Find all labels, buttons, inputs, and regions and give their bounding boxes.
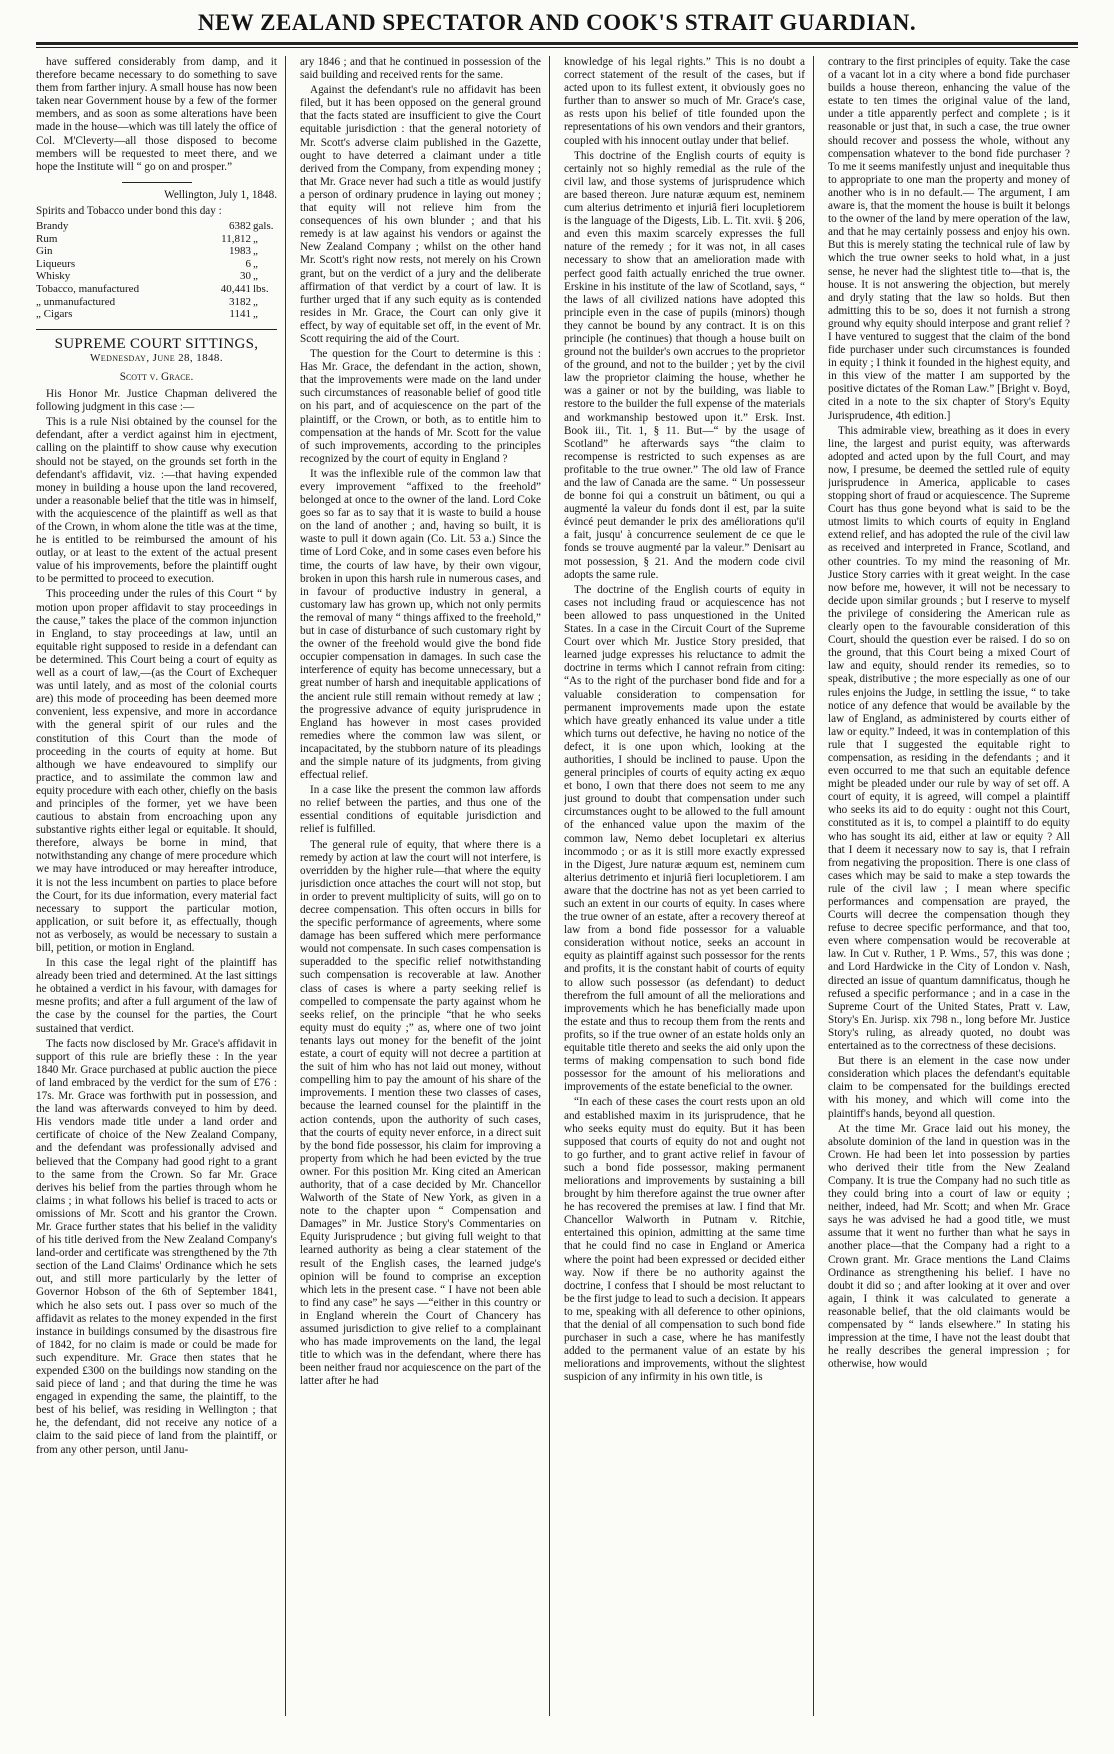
table-row: [36, 308, 277, 321]
paragraph: But there is an element in the case now under consideration which places the defendant's equitable claim to be compensated for the buildings erected with his money, and which will come into the plaintiff's hands, beyond all question.: [828, 1055, 1070, 1120]
paragraph: This admirable view, breathing as it does in every line, the largest and purist equity, was afterwards adopted and acted upon by the full Court, and may now, I presume, be deemed the settled rule of equity jurisprudence in America, applicable to cases stopping short of fraud or acquiescence. The Supreme Court has thus gone beyond what is said to be the utmost limits to which courts of equity in England extend relief, and has adopted the rule of the civil law as received and interpreted in France, Scotland, and other countries. To my mind the reasoning of Mr. Justice Story carries with it great weight. In the case now before me, however, it will not be necessary to decide upon similar grounds ; but I reserve to myself the privilege of considering the American rule as clearly open to the favourable consideration of this Court, should the question ever be raised. I do so on the ground, that this Court being a mixed Court of law and equity, should render its remedies, so to speak, distributive ; the more especially as one of our rules enjoins the Judge, in settling the issue, “ to take notice of any defence that would be available by the law of England, as administered by courts either of law or equity.” Indeed, it was in contemplation of this rule that I suggested the equitable right to compensation, as residing in the defendants ; and it even occurred to me that such an equitable defence might be pleaded under our rule by way of set off. A court of equity, it is agreed, will compel a plaintiff who seeks its aid to do equity : ought not this Court, constituted as it is, to compel a plaintiff to do equity who has sought its aid, either at law or equity ? All that I deem it necessary now to say is, that I refrain from negativing the proposition. There is one class of cases which may be said to make a step towards the rule of the civil law ; I mean where specific performances and compensation are prayed, the Courts will decree the compensation though they refuse to decree specific performance, and that too, even where compensation would be recoverable at law. In Cut v. Ruther, 1 P. Wms., 57, this was done ; and Lord Hardwicke in the City of London v. Nash, directed an issue of quantum damnificatus, though he refused a specific performance ; and in a case in the Supreme Court of the United States, Pratt v. Law, Story's En. Jurisp. xix 798 n., long before Mr. Justice Story's ruling, as already quoted, no doubt was entertained as to the correctness of these decisions.: [828, 424, 1070, 1053]
column-3: [564, 56, 814, 1716]
paragraph: In a case like the present the common law affords no relief between the parties, and thus one of the essential conditions of equitable jurisdiction and relief is fulfilled.: [300, 784, 541, 836]
table-row: [36, 296, 277, 309]
section-date: Wednesday, June 28, 1848.: [90, 351, 223, 364]
table-row: [36, 233, 277, 246]
table-cell-unit: „: [253, 270, 258, 283]
table-cell-unit: „: [253, 232, 258, 245]
paragraph: Against the defendant's rule no affidavit has been filed, but it has been opposed on the general ground that the facts stated are insufficient to give the Court equitable jurisdiction : that the general notoriety of Mr. Scott's adverse claim published in the Gazette, ought to have deterred a claimant under a title derived from the Company, from expending money ; that Mr. Grace never had such a title as would justify a person of ordinary prudence in laying out money ; that equity will not relieve him from the consequences of his own blunder ; and that his remedy is at law against his vendors or against the New Zealand Company ; whilst on the other hand Mr. Scott's right now rests, not merely on his Crown grant, but on the verdict of a jury and the deliberate affirmation of that verdict by a court of law. It is further urged that if any such equity as is contended resides in Mr. Grace, the Court can only give it effect, by way of equitable set off, in the event of Mr. Scott requiring the aid of the Court.: [300, 84, 541, 345]
paragraph: This is a rule Nisi obtained by the counsel for the defendant, after a verdict against him in ejectment, calling on the plaintiff to show cause why execution should not be stayed, on the grounds set forth in the defendant's affidavit, viz. :—that having expended money in building a house upon the land recovered, under a reasonable belief that the title was in himself, with the acquiescence of the plaintiff as well as that of the Crown, in whom alone the title was at the time, he is entitled to be reimbursed the amount of his outlay, or at least to the extent of the actual present value of his improvements, before the plaintiff ought to be permitted to proceed to execution.: [36, 416, 277, 586]
table-cell-item: Tobacco, manufactured: [36, 283, 140, 295]
masthead-rule: [36, 42, 1078, 45]
dateline: Wellington, July 1, 1848.: [164, 188, 277, 201]
paragraph: ary 1846 ; and that he continued in possession of the said building and received rents for the same.: [300, 56, 541, 82]
paragraph: His Honor Mr. Justice Chapman delivered the following judgment in this case :—: [36, 388, 277, 414]
section-heading: SUPREME COURT SITTINGS,: [54, 335, 259, 352]
table-cell-item: „ Cigars: [36, 308, 73, 321]
column-2: [300, 56, 550, 1716]
paragraph: The doctrine of the English courts of equity in cases not including fraud or acquiescence has not been allowed to pass unquestioned in the United States. In a case in the Circuit Court of the Supreme Court over which Mr. Justice Story presided, that learned judge expresses his reluctance to admit the doctrine in terms which I cannot refrain from citing: “As to the right of the purchaser bond fide and for a valuable consideration to compensation for permanent improvements made upon the estate which have greatly enhanced its value under a title which turns out defective, he having no notice of the defect, it is one upon which, looking at the authorities, I should be inclined to pause. Upon the general principles of courts of equity acting ex æquo et bono, I own that there does not seem to me any just ground to doubt that compensation under such circumstances ought to be allowed to the full amount of the enhanced value upon the maxim of the common law, Nemo debet locupletari ex alterius incommodo ; or as it is still more exactly expressed in the Digest, Jure naturæ æquum est, neminem cum alterius detrimento et injuriâ fieri locupletiorem. I am aware that the doctrine has not as yet been carried to such an extent in our courts of equity. In cases where the true owner of an estate, after a recovery thereof at law from a bond fide possessor for a valuable consideration without notice, seeks an account in equity as plaintiff against such possessor for the rents and profits, it is the constant habit of courts of equity to allow such possessor (as defendant) to deduct therefrom the full amount of all the meliorations and improvements which he has beneficially made upon the estate and thus to recoup them from the rents and profits, so if the true owner of an estate holds only an equitable title thereto and seeks the aid only upon the terms of making compensation to such bond fide possessor for the amount of his meliorations and improvements of the estate beneficial to the owner.: [564, 583, 805, 1094]
paragraph: “In each of these cases the court rests upon an old and established maxim in its jurisprudence, that he who seeks equity must do equity. But it has been supposed that courts of equity do not and ought not to go further, and to grant active relief in favour of such a bond fide possessor, making permanent meliorations and improvements by sustaining a bill brought by him therefore against the true owner after he has recovered the premises at law. I find that Mr. Chancellor Walworth in Putnam v. Ritchie, entertained this opinion, admitting at the same time that he could find no case in England or America where the point had been expressed or decided either way. Now if there be no authority against the doctrine, I confess that I should be most reluctant to be the first judge to lead to such a decision. It appears to me, speaking with all deference to other opinions, that the denial of all compensation to such bond fide purchaser in such a case, where he has manifestly added to the permanent value of an estate by his meliorations and improvements, without the slightest suspicion of any infirmity in his own title, is: [564, 1096, 805, 1384]
masthead: NEW ZEALAND SPECTATOR AND COOK'S STRAIT GUARDIAN.: [197, 10, 917, 35]
table-cell-value: 30: [240, 270, 251, 283]
paragraph: The general rule of equity, that where there is a remedy by action at law the court will not interfere, is overridden by the higher rule—that where the equity jurisdiction once attaches the court will not stop, but in order to prevent multiplicity of suits, will go on to decree compensation. This often occurs in bills for the specific performance of agreements, where some damage has been suffered which mere performance would not compensate. In such cases compensation is superadded to the specific relief notwithstanding such compensation is recoverable at law. Another class of cases is where a party seeking relief is compelled to compensate the party against whom he seeks relief, on the principle “that he who seeks equity must do equity ;” as, where one of two joint tenants lays out money for the benefit of the joint estate, a court of equity will not decree a partition at the suit of him who has not laid out money, without compelling him to pay the amount of his share of the improvements. I mention these two classes of cases, because the learned counsel for the plaintiff in the action contends, upon the authority of such cases, that the courts of equity never enforce, in a direct suit by the bond fide possessor, his claim for improving a property from which he had been evicted by the true owner. For this position Mr. King cited an American authority, that of a case decided by Mr. Chancellor Walworth of the State of New York, as given in a note to the chapter upon “ Compensation and Damages” in Mr. Justice Story's Commentaries on Equity Jurisprudence ; but giving full weight to that learned authority as being a clear statement of the result of the English cases, the learned judge's opinion will be found to comprise an exception which lets in the present case. “ I have not been able to find any case” he says —“either in this country or in England wherein the Court of Chancery has assumed jurisdiction to give relief to a complainant who has made improvements on the land, the legal title to which was in the defendant, where there has been neither fraud nor acquiescence on the part of the latter after he had: [300, 838, 541, 1388]
table-cell-value: 3182: [229, 295, 251, 308]
columns: [36, 56, 1078, 1716]
paragraph: It was the inflexible rule of the common law that every improvement “affixed to the freehold” belonged at once to the owner of the land. Lord Coke goes so far as to say that it is waste to build a house on the land of another ; and, having so built, it is waste to pull it down again (Co. Lit. 53 a.) Since the time of Lord Coke, and in some cases even before his time, the courts of law have, by their own vigour, broken in upon this harsh rule in numerous cases, and in favour of productive industry in general, a customary law has grown up, which not only permits the removal of many “ things affixed to the freehold,” but in case of disturbance of such customary right by the owner of the freehold would give the bond fide occupier compensation in damages. In such case the interference of equity has become unnecessary, but a great number of harsh and inequitable applications of the ancient rule still remain without remedy at law ; the progressive advance of equity jurisprudence in England has however in most cases provided remedies where the common law was silent, or incapacitated, by the stubborn nature of its pleadings and the simple nature of its judgments, from giving effectual relief.: [300, 467, 541, 782]
table-cell-item: Brandy: [36, 220, 69, 233]
table-row: [36, 220, 277, 233]
section-divider: [36, 329, 277, 330]
table-cell-value: 6382: [229, 220, 251, 233]
table-cell-value: 6: [245, 257, 251, 270]
table-cell-item: Rum: [36, 232, 58, 245]
masthead-rule-thin: [36, 47, 1078, 48]
paragraph: contrary to the first principles of equity. Take the case of a vacant lot in a city where a bond fide purchaser builds a house thereon, enhancing the value of the estate to ten times the original value of the land, under a title apparently perfect and complete ; is it reasonable or just that, in such a case, the true owner should recover and possess the whole, without any compensation whatever to the bond fide purchaser ? To me it seems manifestly unjust and inequitable thus to appropriate to one man the property and money of another who is in no default.— The argument, I am aware is, that the moment the house is built it belongs to the owner of the land by mere operation of the law, and that he may certainly possess and enjoy his own. But this is merely stating the technical rule of law by which the true owner seeks to hold what, in a just sense, he never had the slightest title to—that is, the house. It is not answering the objection, but merely and dryly stating that the law so holds. But then admitting this to be so, does it not furnish a strong ground why equity should interpose and grant relief ? I have ventured to suggest that the claim of the bond fide purchaser under such circumstances is founded in equity ; I think it founded in the highest equity, and in this view of the matter I am supported by the positive dictates of the Roman Law.” [Bright v. Boyd, cited in a note to the six chapter of Story's Equity Jurisprudence, 4th edition.]: [828, 56, 1070, 422]
table-cell-value: 1141: [229, 308, 251, 321]
table-row: [36, 270, 277, 283]
table-caption: Spirits and Tobacco under bond this day :: [36, 204, 222, 217]
case-title: Scott v. Grace.: [119, 370, 194, 383]
table-row: [36, 283, 277, 296]
column-1: [36, 56, 286, 1716]
table-row: [36, 258, 277, 271]
paragraph: The facts now disclosed by Mr. Grace's affidavit in support of this rule are briefly these : In the year 1840 Mr. Grace purchased at public auction the piece of land embraced by the verdict for the sum of £76 : 17s. Mr. Grace was forthwith put in possession, and the land was afterwards conveyed to him by deed. His vendors made title under a land order and certificate of choice of the New Zealand Company, and the defendant was professionally advised and believed that the Company had good right to a grant to the same from the Crown. So far Mr. Grace derives his belief from the parties through whom he claims ; in what follows his belief is traced to acts or omissions of Mr. Scott and his grantor the Crown. Mr. Grace further states that his belief in the validity of his title derived from the New Zealand Company's land-order and certificate was strengthened by the 7th section of the Land Claims' Ordinance which he sets out, and still more particularly by the letter of Governor Hobson of the 6th of September 1841, which he also sets out. I pass over so much of the affidavit as relates to the money expended in the first instance in buildings consumed by the disastrous fire of 1842, for no claim is made or could be made for such expenditure. Mr. Grace then states that he expended £300 on the buildings now standing on the said piece of land ; and that during the time he was engaged in expending the same, the plaintiff, to the best of his belief, was residing in Wellington ; that he, the defendant, did not receive any notice of a claim to the said piece of land from the plaintiff, or from any other person, until Janu-: [36, 1037, 277, 1456]
paragraph: At the time Mr. Grace laid out his money, the absolute dominion of the land in question was in the Crown. He had been let into possession by parties who derived their title from the New Zealand Company. It is true the Company had no such title as they could bring into a court of law or equity ; neither, indeed, had Mr. Scott; and when Mr. Grace says he was advised he had a good title, we must assume that it went no further than what he says in another place—that the Company had a right to a Crown grant. Mr. Grace mentions the Land Claims Ordinance as strengthening his belief. I have no doubt it did so ; and after looking at it over and over again, I think it was calculated to generate a reasonable belief, that the old claimants would be compensated by “ lands elsewhere.” In stating his impression at the time, I have not the least doubt that he really describes the general impression ; for otherwise, how would: [828, 1122, 1070, 1371]
paragraph: The question for the Court to determine is this : Has Mr. Grace, the defendant in the action, shown, that the improvements were made on the land under such circumstances of reasonable belief of good title on his part, and of acquiescence on the part of the plaintiff, or the Crown, or both, as to entitle him to compensation at the hands of Mr. Scott for the value of such improvements, according to the principles recognized by the court of equity in England ?: [300, 348, 541, 465]
paragraph: This proceeding under the rules of this Court “ by motion upon proper affidavit to stay proceedings in the cause,” takes the place of the common injunction in England, to stay proceedings at law, until an equitable right supposed to reside in a defendant can be determined. This Court being a court of equity as well as a court of law,—(as the Court of Exchequer was until lately, and as most of the colonial courts are) this mode of proceeding has been deemed more convenient, less expensive, and more in accordance with the general spirit of our rules and the constitution of this Court than the mode of proceeding in the courts of equity at home. But although we have endeavoured to simplify our practice, and to assimilate the common law and equity procedure with each other, chiefly on the basis and principles of the former, yet we have been cautious to abstain from encroaching upon any substantive rights either legal or equitable. It should, therefore, always be borne in mind, that notwithstanding any change of mere procedure which we may have introduced or may hereafter introduce, it is not the less incumbent on parties to place before the Court, for its due information, every material fact necessary to support the particular motion, application, or suit before it, as effectually, though not as verbosely, as would be necessary to sustain a bill, petition, or motion in England.: [36, 588, 277, 954]
table-cell-item: Gin: [36, 245, 53, 258]
table-cell-unit: gals.: [253, 220, 274, 233]
table-cell-unit: „: [253, 245, 258, 258]
table-cell-unit: „: [253, 308, 258, 321]
table-cell-value: 11,812: [221, 232, 251, 245]
column-4: [828, 56, 1078, 1716]
table-cell-unit: „: [253, 295, 258, 308]
table-cell-unit: „: [253, 257, 258, 270]
paragraph: This doctrine of the English courts of equity is certainly not so highly remedial as the rule of the civil law, and those systems of jurisprudence which are based thereon. Jure naturæ æquum est, neminem cum alterius detrimento et injuriâ fieri locupletiorem is the language of the Digests, Lib. L. Tit. xvii. § 206, and even this maxim scarcely expresses the full nature of the remedy ; for it was not, in all cases necessary to show that an amelioration made with perfect good faith actually enriched the true owner. Erskine in his institute of the law of Scotland, says, “ the laws of all civilized nations have adopted this principle even in the case of pupils (minors) though they cannot be bound by any contract. It is on this principle (he continues) that though a house built on ground not the builder's own accrues to the proprietor of the ground, and not to the builder ; yet by the civil law the proprietor claiming the house, whether he was a gainer or not by the building, was liable to restore to the builder the full expense of the materials and workmanship bestowed upon it.” Ersk. Inst. Book iii., Tit. 1, § 11. But—“ by the usage of Scotland” he afterwards says “the claim to recompense is restricted to such expenses as are profitable to the true owner.” The old law of France and the law of Canada are the same. “ Un possesseur de bonne foi qui a construit un bâtiment, ou qui a augmenté la valeur du fonds dont il est, par la suite évincé peut demander le prix des améliorations qu'il a fait, jusqu' à concurrence seulement de ce que le fonds se trouve augmenté par la valeur.” Denisart au mot possession, § 21. And the modern code civil adopts the same rule.: [564, 149, 805, 581]
section-divider: [122, 182, 192, 183]
paragraph: knowledge of his legal rights.” This is no doubt a correct statement of the result of the cases, but if acted upon to its fullest extent, it obviously goes no further than to answer so much of Mr. Grace's case, as rests upon his belief of title founded upon the representations of his own vendors and their grantors, coupled with his innocent outlay under that belief.: [564, 56, 805, 147]
table-cell-item: Whisky: [36, 270, 71, 283]
bond-table: [36, 220, 277, 321]
paragraph: have suffered considerably from damp, and it therefore became necessary to do something to save them from farther injury. A small house has now been taken near Government house by a few of the former members, and as soon as some alterations have been made in the house—which was till lately the office of Col. M'Cleverty—all those disposed to become members will be requested to meet there, and we hope the Institute will “ go on and prosper.”: [36, 56, 277, 173]
table-cell-value: 40,441: [220, 283, 251, 295]
table-row: [36, 245, 277, 258]
table-cell-unit: lbs.: [253, 283, 269, 295]
table-cell-value: 1983: [229, 245, 251, 258]
paragraph: In this case the legal right of the plaintiff has already been tried and determined. At the last sittings he obtained a verdict in his favour, with damages for mesne profits; and after a full argument of the law of the case by the counsel for the parties, the Court sustained that verdict.: [36, 957, 277, 1035]
table-cell-item: Liqueurs: [36, 257, 76, 270]
table-cell-item: „ unmanufactured: [36, 295, 116, 308]
